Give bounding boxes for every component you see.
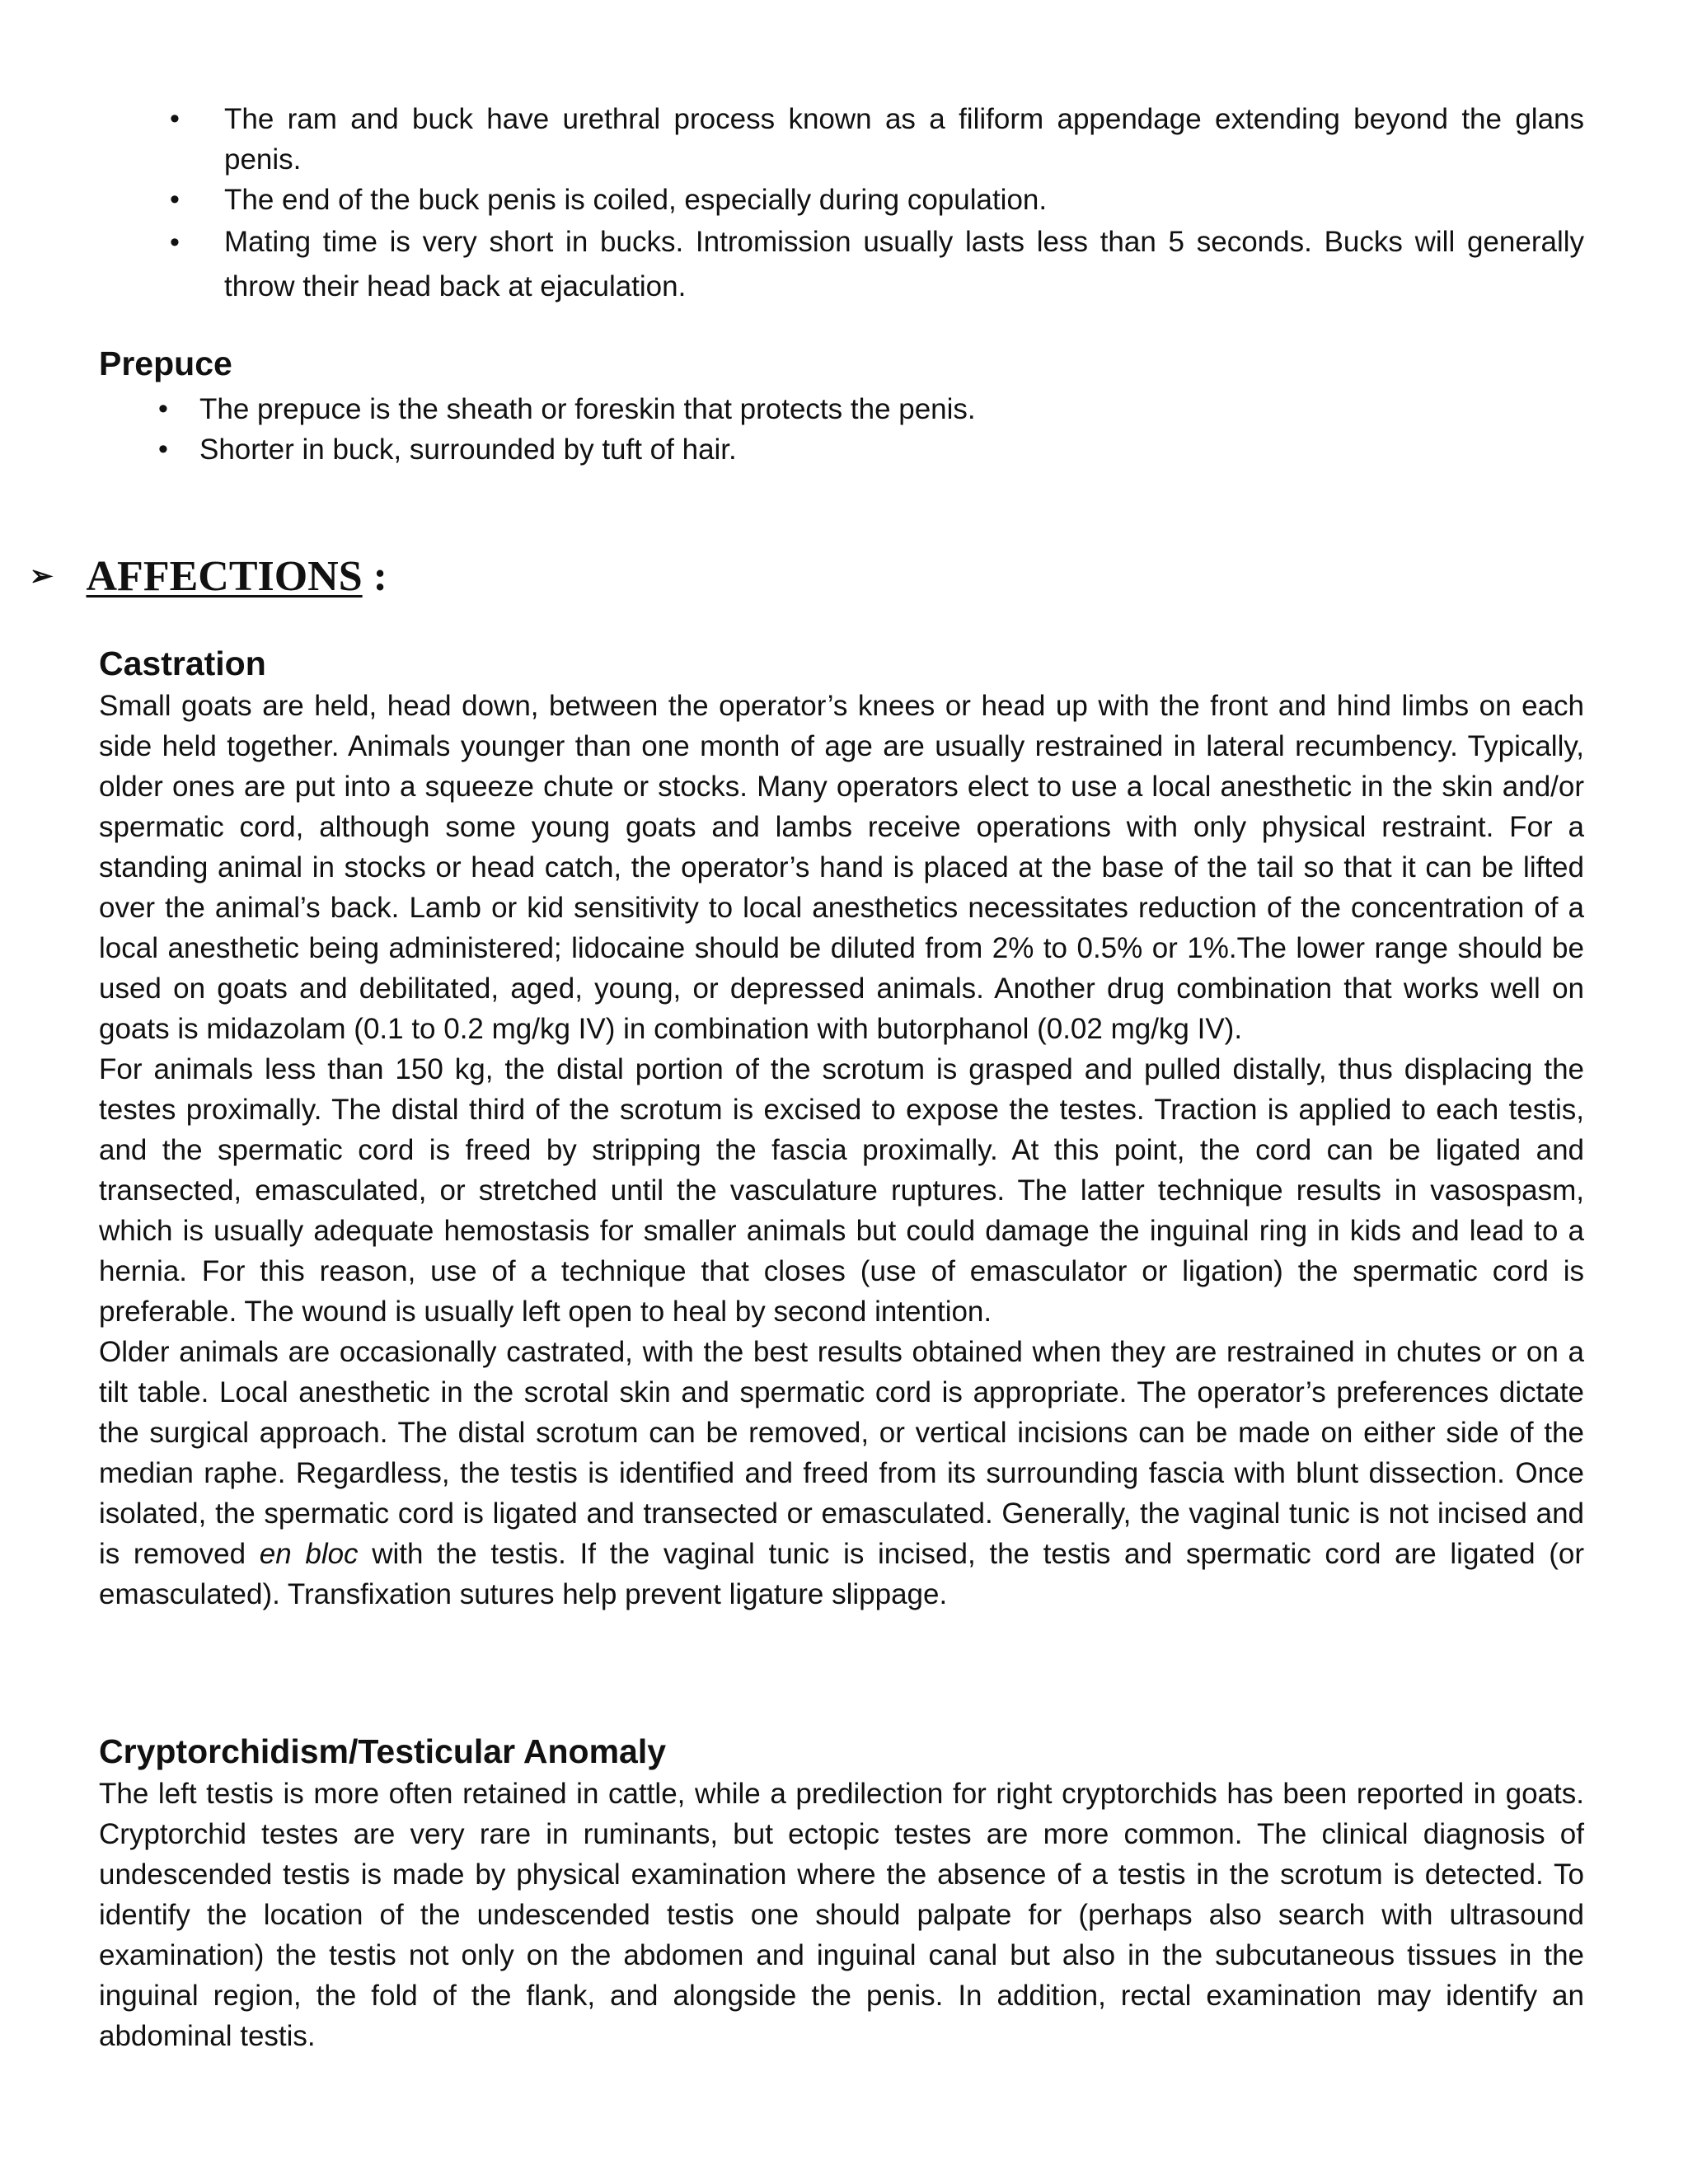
paragraph: Small goats are held, head down, between the operator’s knees or head up with the front and hind limbs on each side held together. Animals younger than one month of age are usually restrained in lateral recumbency. Typically, older ones are put into a squeeze chute or stocks. Many operators elect to use a local anesthetic in the skin and/or spermatic cord, although some young goats and lambs receive operations with only physical restraint. For a standing animal in stocks or head catch, the operator’s hand is placed at the base of the tail so that it can be lifted over the animal’s back. Lamb or kid sensitivity to local anesthetics necessitates reduction of the concentration of a local anesthetic being administered; lidocaine should be diluted from 2% to 0.5% or 1%.The lower range should be used on goats and debilitated, aged, young, or depressed animals. Another drug combination that works well on goats is midazolam (0.1 to 0.2 mg/kg IV) in combination with butorphanol (0.02 mg/kg IV). bbox=[99, 690, 1584, 1045]
affections-heading bbox=[30, 551, 387, 607]
arrow-bullet-icon: ➢ bbox=[30, 561, 54, 593]
paragraph: For animals less than 150 kg, the distal portion of the scrotum is grasped and pulled distally, thus displacing the testes proximally. The distal third of the scrotum is excised to expose the testes. Traction is applied to each testis, and the spermatic cord is freed by stripping the fascia proximally. At this point, the cord can be ligated and transected, emasculated, or stretched until the vasculature ruptures. The latter technique results in vasospasm, which is usually adequate hemostasis for smaller animals but could damage the inguinal ring in kids and lead to a hernia. For this reason, use of a technique that closes (use of emasculator or ligation) the spermatic cord is preferable. The wound is usually left open to heal by second intention. bbox=[99, 1053, 1584, 1328]
castration-heading: Castration bbox=[99, 644, 266, 682]
prepuce-heading: Prepuce bbox=[99, 344, 232, 382]
prepuce-list bbox=[158, 389, 1584, 470]
paragraph: The left testis is more often retained in cattle, while a predilection for right cryptorchids has been reported in goats. Cryptorchid testes are very rare in ruminants, but ectopic testes are more common. The clinical diagnosis of undescended testis is made by physical examination where the absence of a testis in the scrotum is detected. To identify the location of the undescended testis one should palpate for (perhaps also search with ultrasound examination) the testis not only on the abdomen and inguinal canal but also in the subcutaneous tissues in the inguinal region, the fold of the flank, and alongside the penis. In addition, rectal examination may identify an abdominal testis. bbox=[99, 1778, 1584, 2052]
affections-colon: : bbox=[362, 553, 387, 600]
en-bloc-italic: en bloc bbox=[259, 1538, 359, 1570]
list-item bbox=[158, 389, 1584, 429]
bullet-icon: • bbox=[158, 393, 168, 424]
bullet-text: The end of the buck penis is coiled, especially during copulation. bbox=[224, 184, 1048, 216]
bullet-icon: • bbox=[170, 227, 180, 258]
penis-notes-list bbox=[170, 99, 1584, 309]
bullet-icon: • bbox=[158, 434, 168, 465]
list-item bbox=[170, 180, 1584, 220]
list-item bbox=[170, 220, 1584, 309]
bullet-text: Mating time is very short in bucks. Intromission usually lasts less than 5 seconds. Bucks will generally throw their head back at ejaculation. bbox=[224, 226, 1584, 302]
cryptorchidism-body bbox=[99, 1774, 1584, 2056]
list-item bbox=[158, 429, 1584, 470]
list-item bbox=[170, 99, 1584, 180]
affections-title: AFFECTIONS bbox=[86, 553, 363, 600]
paragraph bbox=[99, 1332, 1584, 1615]
bullet-text: Shorter in buck, surrounded by tuft of hair. bbox=[199, 434, 737, 466]
bullet-icon: • bbox=[170, 184, 180, 215]
cryptorchidism-heading: Cryptorchidism/Testicular Anomaly bbox=[99, 1732, 667, 1770]
bullet-text: The prepuce is the sheath or foreskin that protects the penis. bbox=[199, 393, 976, 425]
p3-before: Older animals are occasionally castrated, with the best results obtained when they are restrained in chutes or on a tilt table. Local anesthetic in the scrotal skin and spermatic cord is appropriate. The operator’s preferences dictate the surgical approach. The distal scrotum can be removed, or vertical incisions can be made on either side of the median raphe. Regardless, the testis is identified and freed from its surrounding fascia with blunt dissection. Once isolated, the spermatic cord is ligated and transected or emasculated. Generally, the vaginal tunic is not incised and is removed bbox=[99, 1336, 1584, 1570]
castration-body bbox=[99, 686, 1584, 1615]
p3-after: with the testis. If the vaginal tunic is incised, the testis and spermatic cord are ligated (or emasculated). Transfixation sutures help prevent ligature slippage. bbox=[99, 1538, 1584, 1610]
bullet-text: The ram and buck have urethral process known as a filiform appendage extending beyond the glans penis. bbox=[224, 103, 1584, 176]
bullet-icon: • bbox=[170, 103, 180, 134]
